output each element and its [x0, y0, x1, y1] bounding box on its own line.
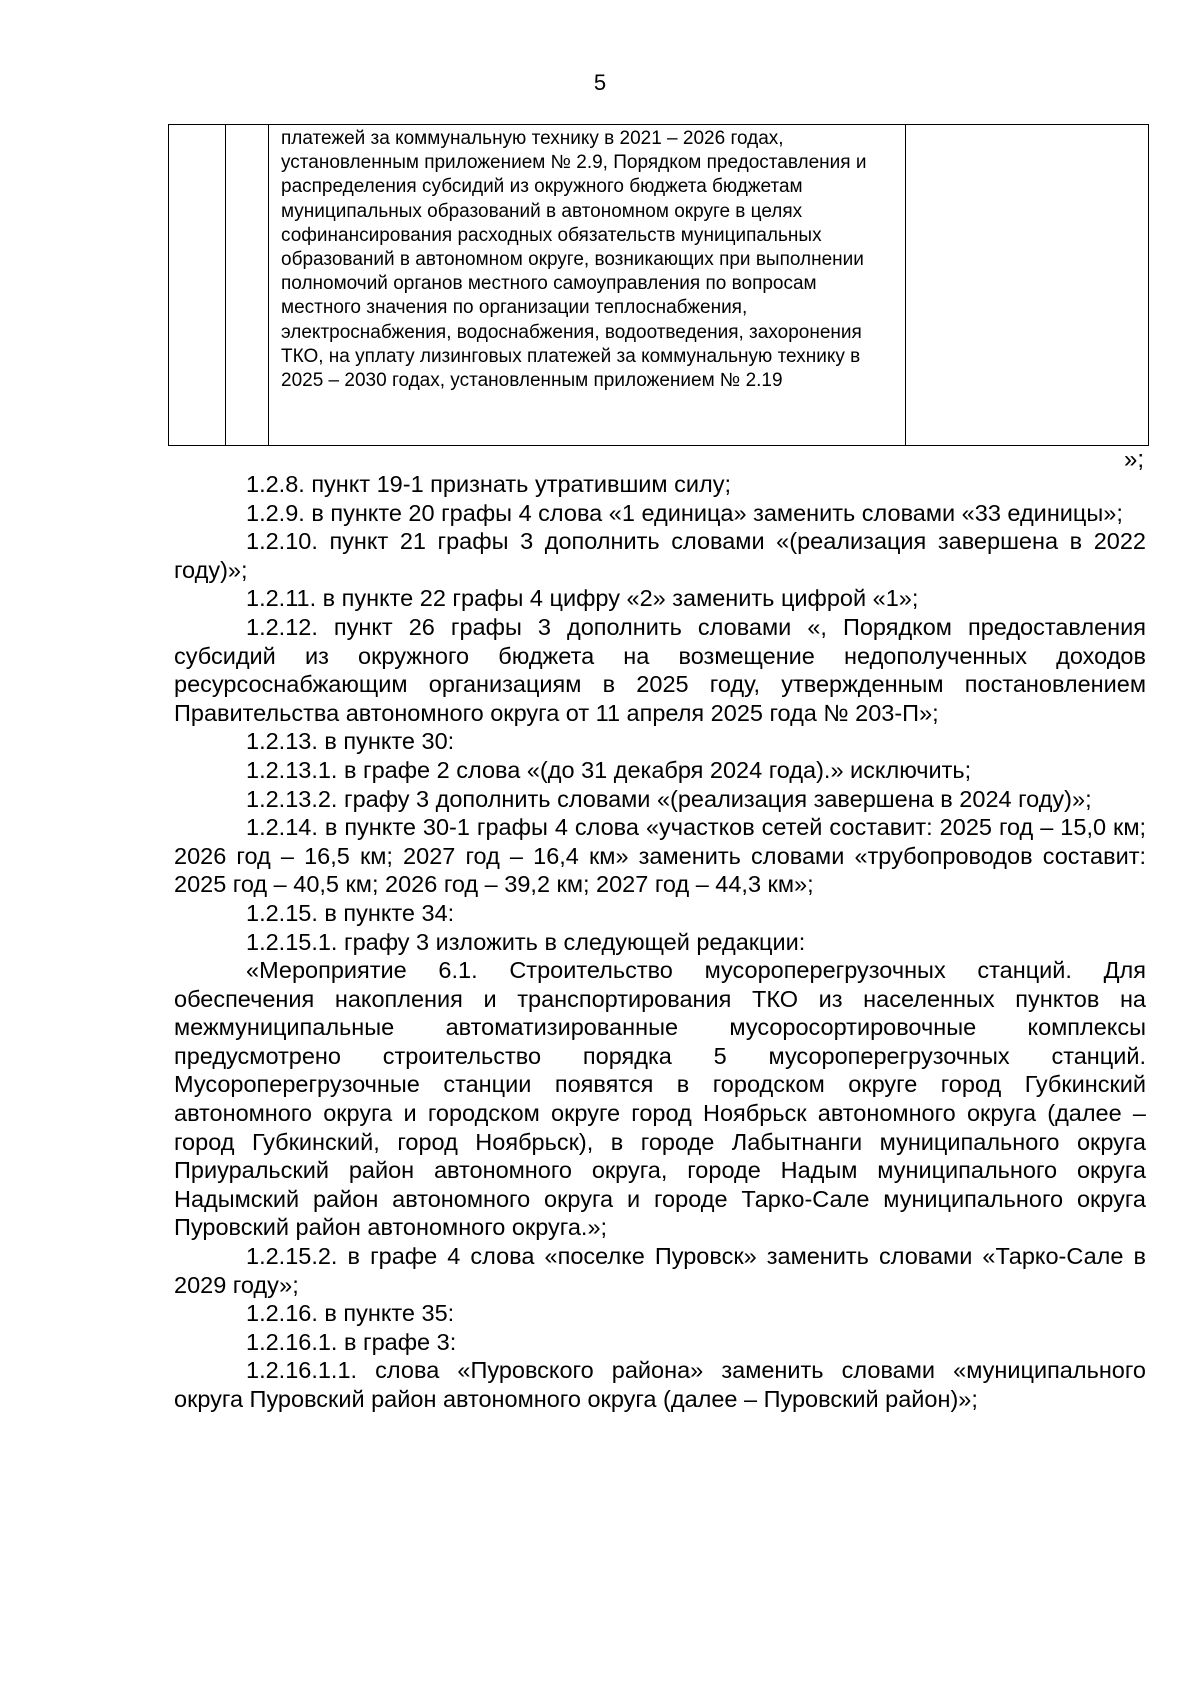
- paragraph: 1.2.15.1. графу 3 изложить в следующей редакции:: [246, 928, 806, 955]
- continuation-table: [168, 124, 1149, 446]
- paragraph: 1.2.12. пункт 26 графы 3 дополнить словами «, Порядком предоставления субсидий из окружного бюджета на возмещение недополученных доходов ресурсоснабжающим организациям в 2025 году, утвержденным постановлением Правительства автономного округа от 11 апреля 2025 года № 203-П»;: [174, 613, 1146, 726]
- table-cell-text: платежей за коммунальную технику в 2021 – 2026 годах, установленным приложением № 2.9, Порядком предоставления и распределения субсидий из окружного бюджета бюджетам муниципальных образований в автономном округе в целях софинансирования расходных обязательств муниципальных образований в автономном округе, возникающих при выполнении полномочий органов местного самоуправления по вопросам местного значения по организации теплоснабжения, электроснабжения, водоснабжения, водоотведения, захоронения ТКО, на уплату лизинговых платежей за коммунальную технику в 2025 – 2030 годах, установленным приложением № 2.19: [281, 128, 867, 392]
- paragraph: 1.2.15. в пункте 34:: [246, 899, 455, 926]
- paragraph: 1.2.13. в пункте 30:: [246, 728, 455, 755]
- paragraph: 1.2.9. в пункте 20 графы 4 слова «1 единица» заменить словами «33 единицы»;: [246, 499, 1123, 526]
- paragraph: «Мероприятие 6.1. Строительство мусороперегрузочных станций. Для обеспечения накопления и транспортирования ТКО из населенных пунктов на межмуниципальные автоматизированные мусоросортировочные комплексы предусмотрено строительство порядка 5 мусороперегрузочных станций. Мусороперегрузочные станции появятся в городском округе город Губкинский автономного округа и городском округе город Ноябрьск автономного округа (далее – город Губкинский, город Ноябрьск), в городе Лабытнанги муниципального округа Приуральский район автономного округа, городе Надым муниципального округа Надымский район автономного округа и городе Тарко-Сале муниципального округа Пуровский район автономного округа.»;: [174, 957, 1146, 1241]
- paragraph: 1.2.8. пункт 19-1 признать утратившим силу;: [246, 471, 731, 497]
- paragraph: 1.2.13.2. графу 3 дополнить словами «(реализация завершена в 2024 году)»;: [246, 785, 1092, 812]
- paragraph: 1.2.15.2. в графе 4 слова «поселке Пуровск» заменить словами «Тарко-Сале в 2029 году»;: [174, 1243, 1146, 1298]
- paragraph: 1.2.16. в пункте 35:: [246, 1300, 455, 1327]
- table-cell-description: [269, 125, 906, 446]
- paragraph: 1.2.13.1. в графе 2 слова «(до 31 декабря 2024 года).» исключить;: [246, 756, 972, 783]
- paragraph: 1.2.11. в пункте 22 графы 4 цифру «2» заменить цифрой «1»;: [246, 585, 919, 612]
- table-row: [169, 125, 1149, 446]
- paragraph: 1.2.16.1.1. слова «Пуровского района» заменить словами «муниципального округа Пуровский район автономного округа (далее – Пуровский район)»;: [174, 1357, 1146, 1412]
- table-cell-result: [906, 125, 1149, 446]
- paragraph: 1.2.16.1. в графе 3:: [246, 1328, 457, 1355]
- page-number: 5: [593, 70, 607, 95]
- paragraph: 1.2.10. пункт 21 графы 3 дополнить словами «(реализация завершена в 2022 году)»;: [174, 528, 1146, 583]
- document-body: [174, 470, 1146, 1414]
- closing-quote: »;: [1123, 446, 1144, 473]
- table-cell-number: [169, 125, 226, 446]
- table-cell-empty: [226, 125, 269, 446]
- paragraph: 1.2.14. в пункте 30-1 графы 4 слова «участков сетей составит: 2025 год – 15,0 км; 2026 год – 16,5 км; 2027 год – 16,4 км» заменить словами «трубопроводов составит: 2025 год – 40,5 км; 2026 год – 39,2 км; 2027 год – 44,3 км»;: [174, 814, 1146, 898]
